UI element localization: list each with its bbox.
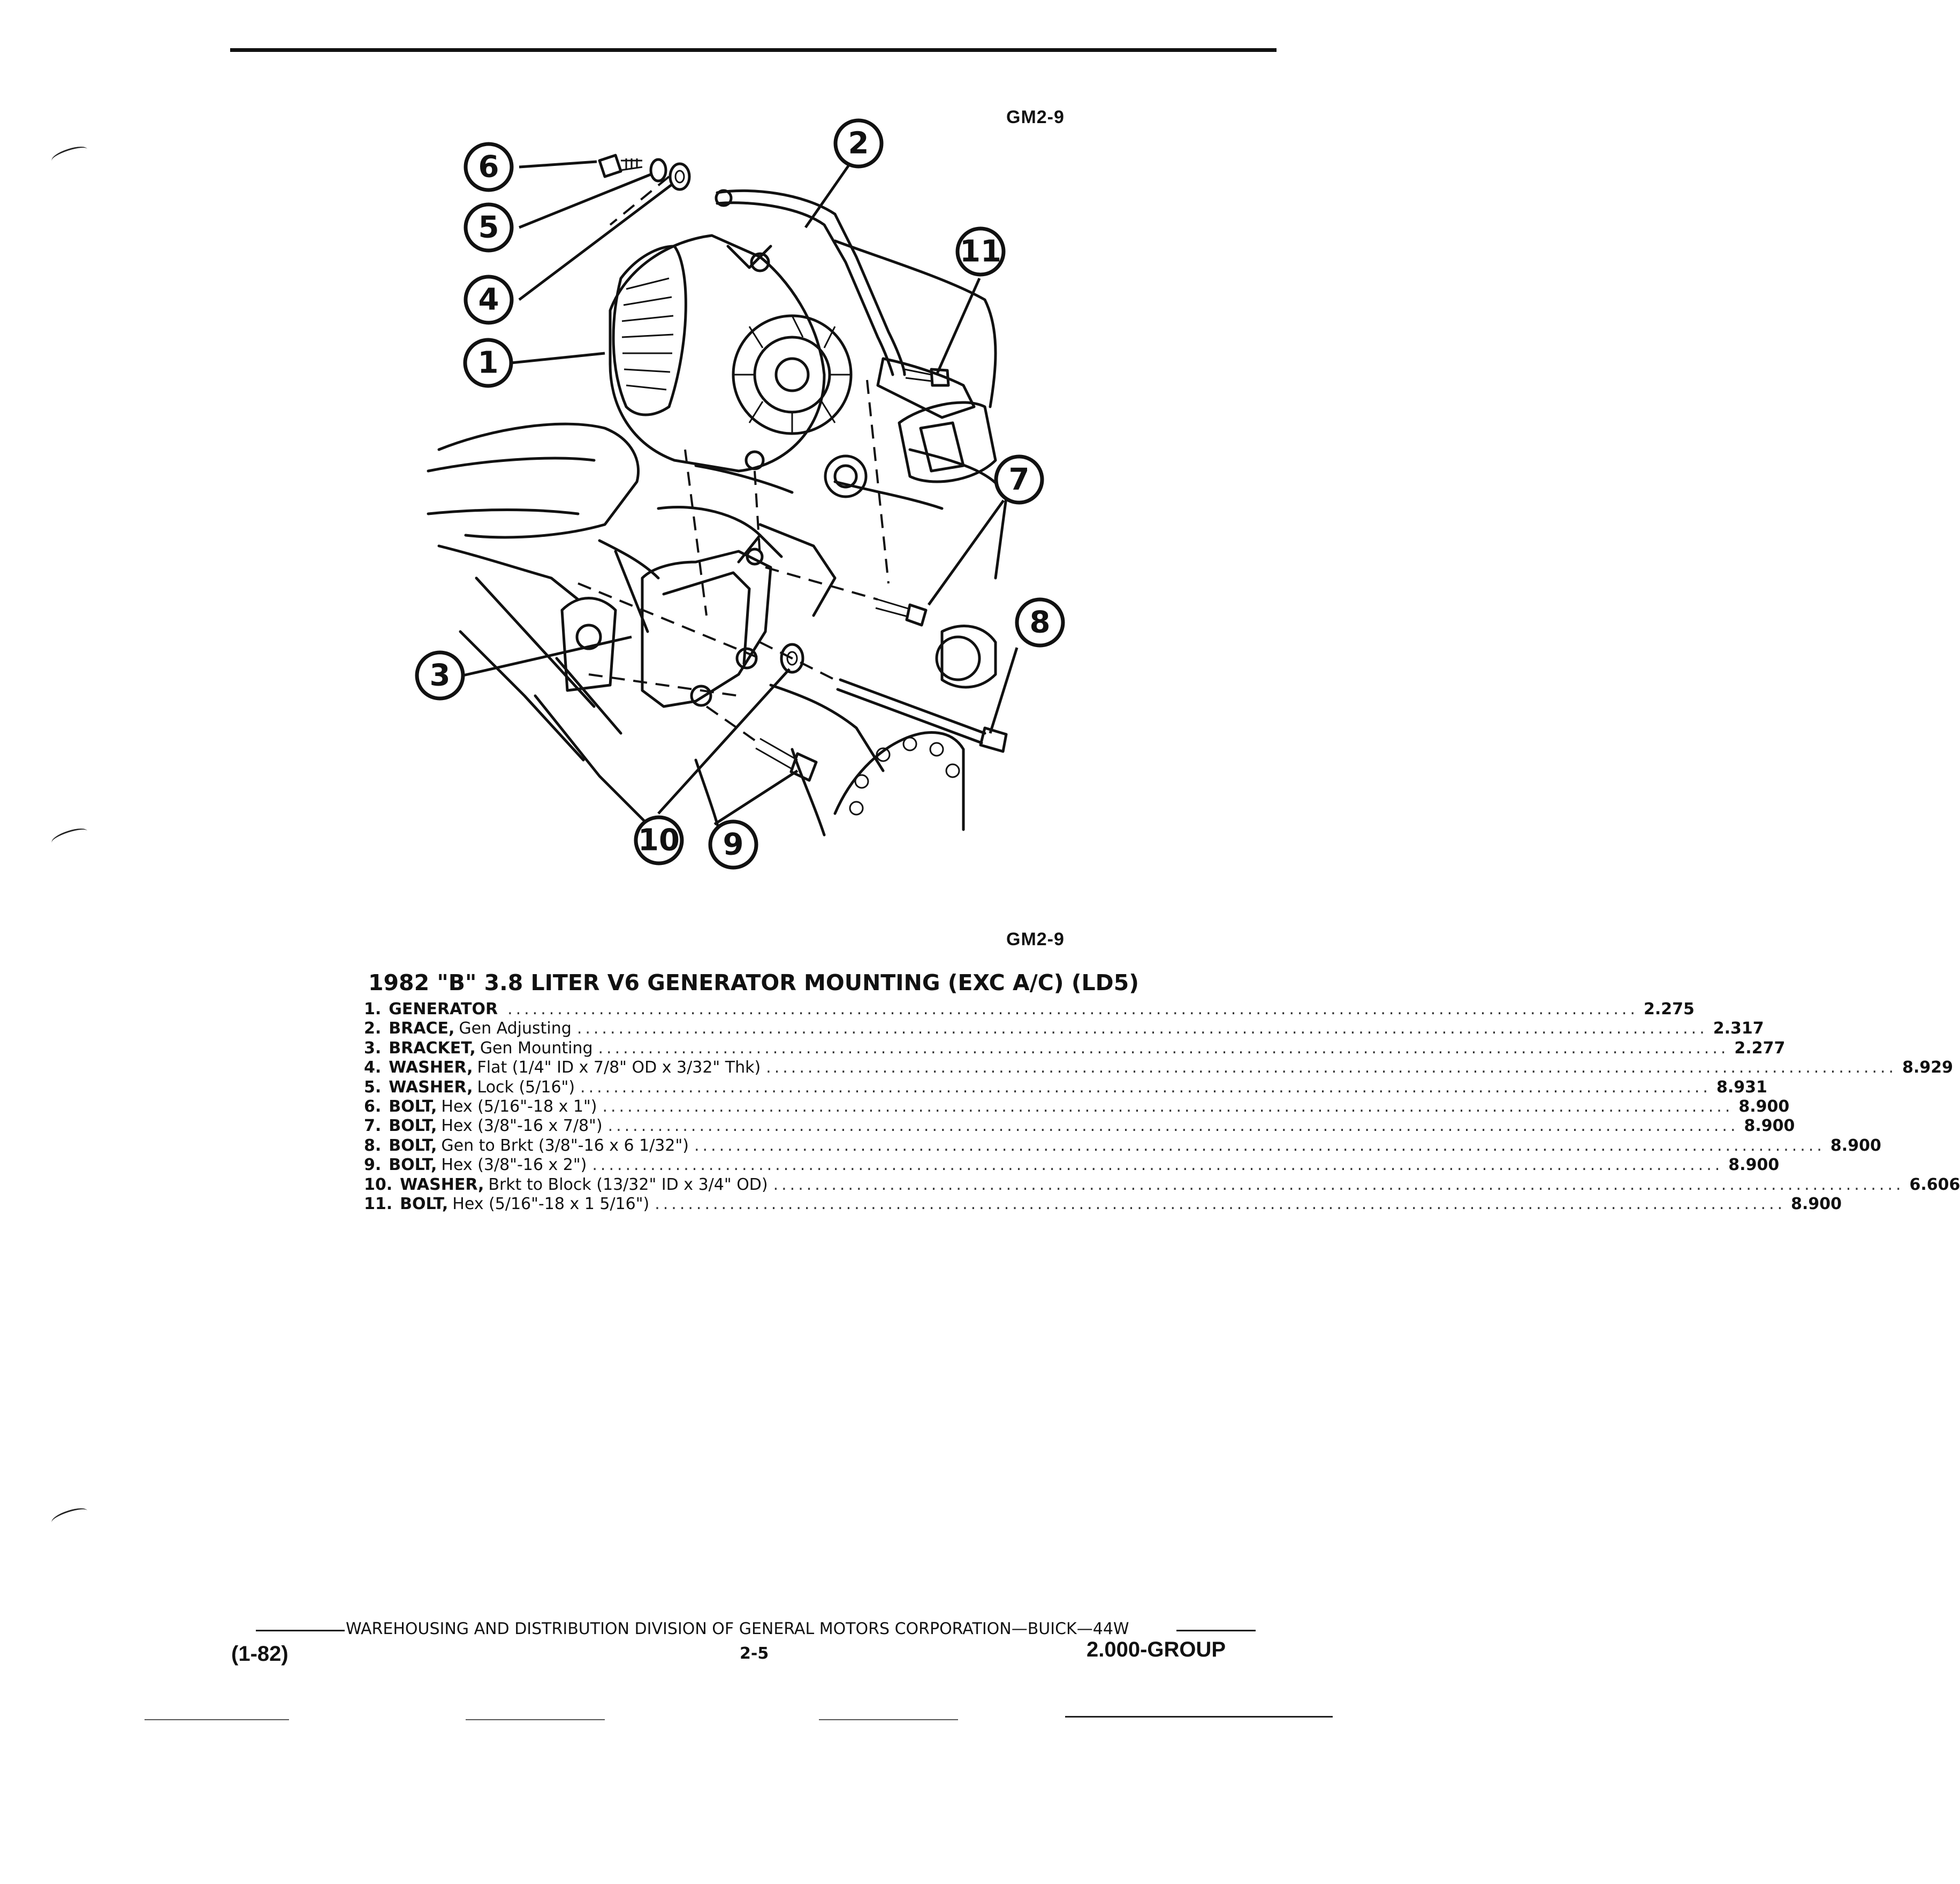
callout-11	[958, 229, 1004, 275]
parts-row	[364, 1136, 1881, 1156]
footer-group: 2.000-GROUP	[1087, 1638, 1226, 1661]
part-number: 4.	[364, 1058, 382, 1077]
callout-4	[466, 277, 512, 323]
svg-text:1: 1	[477, 345, 499, 381]
scan-edge-line	[1065, 1716, 1333, 1718]
scan-edge-line	[466, 1719, 605, 1720]
parts-row	[364, 1038, 1786, 1058]
svg-text:6: 6	[478, 149, 499, 185]
callout-2	[835, 120, 882, 166]
part-number: 3.	[364, 1038, 382, 1058]
svg-text:5: 5	[478, 210, 499, 245]
part-description: Hex (5/16"-18 x 1")	[441, 1097, 597, 1116]
dot-leader: ........................................................................................................................................	[694, 1136, 1825, 1155]
bracket-drawing	[642, 535, 781, 707]
dot-leader: ........................................................................................................................................	[655, 1194, 1786, 1213]
part-description: Gen Mounting	[480, 1038, 593, 1058]
page-title: 1982 "B" 3.8 LITER V6 GENERATOR MOUNTING (EXC A/C) (LD5)	[368, 970, 1139, 996]
part-name: WASHER,	[389, 1077, 473, 1097]
footer-line: WAREHOUSING AND DISTRIBUTION DIVISION OF GENERAL MOTORS CORPORATION—BUICK—44W	[346, 1620, 1129, 1638]
svg-text:7: 7	[1008, 462, 1030, 497]
callout-3	[417, 652, 463, 698]
dot-leader: ........................................................................................................................................	[598, 1038, 1729, 1058]
scan-edge-line	[819, 1719, 958, 1720]
part-code: 2.317	[1713, 1019, 1764, 1038]
part-description: Gen Adjusting	[459, 1019, 572, 1038]
part-description: Lock (5/16")	[477, 1077, 575, 1097]
parts-row	[364, 1058, 1953, 1077]
callout-9	[710, 822, 756, 868]
callout-7	[996, 457, 1042, 503]
binder-mark	[50, 1505, 89, 1529]
callout-6	[466, 144, 512, 190]
part-number: 1.	[364, 1000, 382, 1019]
footer-rule-left	[256, 1630, 345, 1631]
part-name: BRACKET,	[389, 1038, 476, 1058]
part-description: Gen to Brkt (3/8"-16 x 6 1/32")	[441, 1136, 689, 1155]
part-description: Hex (5/16"-18 x 1 5/16")	[452, 1194, 650, 1213]
part-name: WASHER,	[389, 1058, 473, 1077]
dot-leader: ........................................................................................................................................	[592, 1156, 1723, 1175]
part-number: 7.	[364, 1116, 382, 1136]
svg-text:9: 9	[723, 827, 744, 862]
part-name: BOLT,	[400, 1194, 449, 1213]
part-number: 10.	[364, 1175, 393, 1194]
callout-10	[636, 817, 682, 863]
part-number: 9.	[364, 1156, 382, 1175]
part-code: 2.275	[1643, 1000, 1695, 1019]
dot-leader: ........................................................................................................................................	[576, 1019, 1708, 1038]
generator-mounting-illustration	[0, 0, 1353, 963]
part-name: WASHER,	[400, 1175, 484, 1194]
part-code: 2.277	[1734, 1038, 1786, 1058]
part-description: Brkt to Block (13/32" ID x 3/4" OD)	[488, 1175, 768, 1194]
part-name: BOLT,	[389, 1097, 437, 1116]
part-code: 8.900	[1728, 1156, 1780, 1175]
callout-1	[465, 340, 511, 386]
parts-row	[364, 1116, 1795, 1136]
parts-row	[364, 1175, 1960, 1195]
figure-code-top: GM2-9	[1006, 107, 1065, 127]
svg-text:10: 10	[638, 823, 680, 858]
parts-row	[364, 1019, 1764, 1038]
svg-text:8: 8	[1029, 605, 1051, 640]
parts-row	[364, 1156, 1780, 1175]
part-code: 8.900	[1738, 1097, 1790, 1116]
part-number: 11.	[364, 1194, 393, 1213]
svg-text:11: 11	[960, 234, 1001, 269]
part-description: Hex (3/8"-16 x 7/8")	[441, 1116, 603, 1136]
footer-date: (1-82)	[231, 1642, 288, 1666]
part-description: Hex (3/8"-16 x 2")	[441, 1156, 587, 1175]
parts-row	[364, 1097, 1790, 1116]
part-name: BRACE,	[389, 1019, 455, 1038]
scan-edge-line	[145, 1719, 289, 1720]
part-code: 6.606	[1909, 1175, 1960, 1194]
generator-drawing	[610, 236, 851, 471]
part-name: BOLT,	[389, 1116, 437, 1136]
page-number: 2-5	[740, 1644, 769, 1663]
part-number: 6.	[364, 1097, 382, 1116]
parts-row	[364, 1077, 1767, 1097]
parts-list	[364, 1000, 1960, 1214]
svg-text:2: 2	[848, 126, 869, 161]
footer-rule-right	[1176, 1630, 1256, 1631]
part-number: 2.	[364, 1019, 382, 1038]
alignment-lines	[578, 177, 888, 744]
part-name: BOLT,	[389, 1136, 437, 1155]
figure-code-bottom: GM2-9	[1006, 929, 1065, 949]
engine-block-drawing	[428, 241, 1006, 846]
dot-leader: ........................................................................................................................................	[766, 1058, 1897, 1077]
part-description: Flat (1/4" ID x 7/8" OD x 3/32" Thk)	[477, 1058, 761, 1077]
svg-text:4: 4	[478, 282, 499, 317]
dot-leader: ........................................................................................................................................	[580, 1077, 1711, 1097]
svg-text:3: 3	[429, 658, 451, 693]
dot-leader: ........................................................................................................................................	[602, 1097, 1734, 1116]
callout-8	[1017, 599, 1063, 645]
part-number: 5.	[364, 1077, 382, 1097]
part-number: 8.	[364, 1136, 382, 1155]
parts-row	[364, 1000, 1695, 1019]
part-code: 8.900	[1744, 1116, 1795, 1136]
dot-leader: ........................................................................................................................................	[507, 1000, 1638, 1019]
part-name: BOLT,	[389, 1156, 437, 1175]
dot-leader: ........................................................................................................................................	[607, 1116, 1739, 1136]
parts-row	[364, 1194, 1842, 1214]
part-code: 8.900	[1791, 1194, 1842, 1213]
part-code: 8.900	[1830, 1136, 1881, 1155]
part-name: GENERATOR	[389, 1000, 498, 1019]
flywheel-drawing	[835, 733, 963, 830]
part-code: 8.929	[1902, 1058, 1953, 1077]
dot-leader: ........................................................................................................................................	[773, 1175, 1904, 1194]
callout-5	[466, 204, 512, 250]
part-code: 8.931	[1716, 1077, 1767, 1097]
